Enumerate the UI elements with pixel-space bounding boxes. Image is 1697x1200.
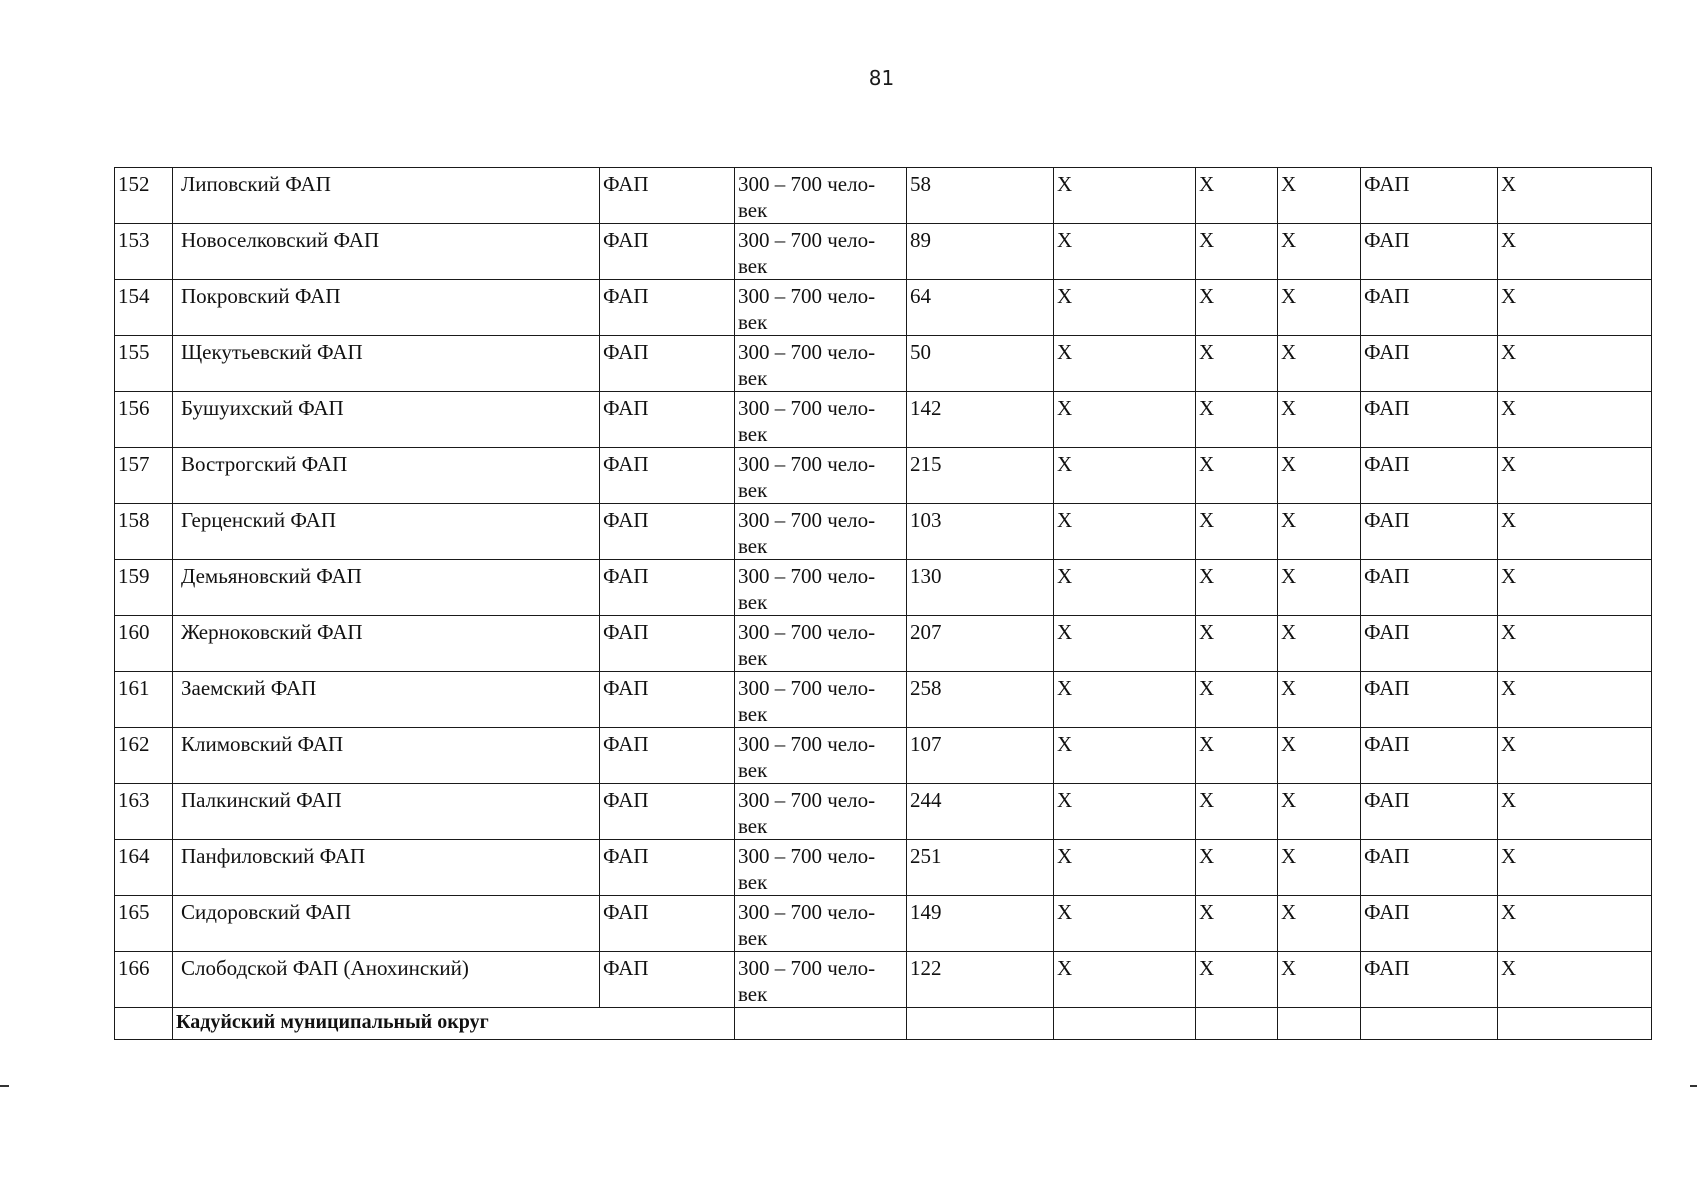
cell-mark: X — [1196, 896, 1278, 952]
cell-mark: X — [1278, 560, 1361, 616]
cell-population — [735, 728, 907, 784]
page-number: 81 — [868, 66, 895, 90]
scan-mark-left — [0, 1085, 9, 1087]
cell-name: Герценский ФАП — [173, 504, 600, 560]
table-row — [115, 336, 1652, 392]
table-row — [115, 728, 1652, 784]
table-row — [115, 784, 1652, 840]
cell-name: Слободской ФАП (Анохинский) — [173, 952, 600, 1008]
cell-facility-type: ФАП — [1361, 840, 1498, 896]
population-line: 300 – 700 чело- — [738, 844, 876, 868]
cell-mark: X — [1498, 448, 1652, 504]
cell-num: 159 — [115, 560, 173, 616]
cell-type: ФАП — [600, 840, 735, 896]
cell-population — [735, 336, 907, 392]
cell-count: 58 — [907, 168, 1054, 224]
cell-num: 166 — [115, 952, 173, 1008]
cell-mark: X — [1498, 952, 1652, 1008]
cell-type: ФАП — [600, 784, 735, 840]
cell-facility-type: ФАП — [1361, 280, 1498, 336]
cell-type: ФАП — [600, 504, 735, 560]
facilities-table — [114, 167, 1652, 1040]
population-line: 300 – 700 чело- — [738, 228, 876, 252]
cell-mark: X — [1196, 952, 1278, 1008]
cell-facility-type: ФАП — [1361, 392, 1498, 448]
population-line: 300 – 700 чело- — [738, 340, 876, 364]
cell-population — [735, 784, 907, 840]
cell-count: 50 — [907, 336, 1054, 392]
cell-mark: X — [1278, 896, 1361, 952]
cell-type: ФАП — [600, 168, 735, 224]
population-line: век — [738, 478, 768, 502]
table-row — [115, 392, 1652, 448]
cell-mark: X — [1278, 392, 1361, 448]
cell-num: 161 — [115, 672, 173, 728]
population-line: век — [738, 422, 768, 446]
cell-type: ФАП — [600, 896, 735, 952]
cell-mark: X — [1278, 616, 1361, 672]
scan-mark-right — [1690, 1085, 1697, 1087]
cell-name: Панфиловский ФАП — [173, 840, 600, 896]
cell-mark: X — [1498, 168, 1652, 224]
population-line: 300 – 700 чело- — [738, 508, 876, 532]
cell-count: 64 — [907, 280, 1054, 336]
cell-facility-type: ФАП — [1361, 728, 1498, 784]
cell-mark: X — [1054, 336, 1196, 392]
district-row-empty-cell — [907, 1008, 1054, 1040]
cell-population — [735, 672, 907, 728]
cell-mark: X — [1196, 616, 1278, 672]
cell-name: Липовский ФАП — [173, 168, 600, 224]
cell-name: Новоселковский ФАП — [173, 224, 600, 280]
cell-mark: X — [1278, 504, 1361, 560]
cell-mark: X — [1196, 280, 1278, 336]
cell-mark: X — [1498, 616, 1652, 672]
table-row — [115, 840, 1652, 896]
cell-num: 163 — [115, 784, 173, 840]
cell-mark: X — [1278, 168, 1361, 224]
cell-type: ФАП — [600, 952, 735, 1008]
cell-facility-type: ФАП — [1361, 952, 1498, 1008]
cell-num: 155 — [115, 336, 173, 392]
cell-mark: X — [1498, 896, 1652, 952]
cell-count: 122 — [907, 952, 1054, 1008]
cell-num: 164 — [115, 840, 173, 896]
cell-population — [735, 896, 907, 952]
population-line: век — [738, 198, 768, 222]
district-row-empty-cell — [1054, 1008, 1196, 1040]
cell-type: ФАП — [600, 560, 735, 616]
population-line: 300 – 700 чело- — [738, 172, 876, 196]
population-line: век — [738, 366, 768, 390]
cell-mark: X — [1498, 840, 1652, 896]
cell-population — [735, 560, 907, 616]
cell-facility-type: ФАП — [1361, 560, 1498, 616]
cell-name: Климовский ФАП — [173, 728, 600, 784]
cell-mark: X — [1498, 728, 1652, 784]
cell-mark: X — [1498, 672, 1652, 728]
cell-population — [735, 168, 907, 224]
cell-mark: X — [1278, 224, 1361, 280]
cell-mark: X — [1498, 336, 1652, 392]
cell-mark: X — [1054, 616, 1196, 672]
district-row-num — [115, 1008, 173, 1040]
cell-facility-type: ФАП — [1361, 224, 1498, 280]
cell-mark: X — [1196, 504, 1278, 560]
cell-mark: X — [1054, 840, 1196, 896]
cell-name: Заемский ФАП — [173, 672, 600, 728]
cell-mark: X — [1196, 448, 1278, 504]
cell-count: 149 — [907, 896, 1054, 952]
population-line: 300 – 700 чело- — [738, 284, 876, 308]
table-row — [115, 672, 1652, 728]
cell-count: 215 — [907, 448, 1054, 504]
table-row — [115, 224, 1652, 280]
cell-mark: X — [1054, 672, 1196, 728]
cell-mark: X — [1196, 560, 1278, 616]
population-line: век — [738, 926, 768, 950]
cell-facility-type: ФАП — [1361, 672, 1498, 728]
cell-mark: X — [1196, 392, 1278, 448]
cell-type: ФАП — [600, 336, 735, 392]
cell-count: 89 — [907, 224, 1054, 280]
cell-type: ФАП — [600, 672, 735, 728]
cell-count: 130 — [907, 560, 1054, 616]
cell-name: Демьяновский ФАП — [173, 560, 600, 616]
district-row-empty-cell — [735, 1008, 907, 1040]
cell-mark: X — [1054, 560, 1196, 616]
cell-count: 258 — [907, 672, 1054, 728]
district-row-empty-cell — [1498, 1008, 1652, 1040]
population-line: век — [738, 590, 768, 614]
cell-mark: X — [1196, 672, 1278, 728]
cell-num: 158 — [115, 504, 173, 560]
population-line: век — [738, 758, 768, 782]
cell-mark: X — [1278, 280, 1361, 336]
cell-num: 156 — [115, 392, 173, 448]
population-line: век — [738, 982, 768, 1006]
population-line: 300 – 700 чело- — [738, 956, 876, 980]
population-line: век — [738, 870, 768, 894]
cell-type: ФАП — [600, 224, 735, 280]
cell-population — [735, 840, 907, 896]
population-line: 300 – 700 чело- — [738, 732, 876, 756]
cell-type: ФАП — [600, 280, 735, 336]
cell-mark: X — [1196, 784, 1278, 840]
population-line: 300 – 700 чело- — [738, 676, 876, 700]
population-line: век — [738, 702, 768, 726]
cell-mark: X — [1278, 672, 1361, 728]
cell-mark: X — [1054, 392, 1196, 448]
cell-mark: X — [1054, 896, 1196, 952]
cell-name: Покровский ФАП — [173, 280, 600, 336]
cell-mark: X — [1054, 448, 1196, 504]
table-row — [115, 168, 1652, 224]
cell-population — [735, 224, 907, 280]
cell-count: 103 — [907, 504, 1054, 560]
cell-population — [735, 504, 907, 560]
cell-count: 142 — [907, 392, 1054, 448]
cell-mark: X — [1054, 224, 1196, 280]
cell-mark: X — [1498, 280, 1652, 336]
population-line: 300 – 700 чело- — [738, 788, 876, 812]
cell-mark: X — [1054, 168, 1196, 224]
district-row-empty-cell — [1361, 1008, 1498, 1040]
cell-count: 244 — [907, 784, 1054, 840]
cell-count: 251 — [907, 840, 1054, 896]
district-row-empty-cell — [1196, 1008, 1278, 1040]
district-row-empty-cell — [1278, 1008, 1361, 1040]
cell-mark: X — [1054, 728, 1196, 784]
cell-population — [735, 616, 907, 672]
population-line: век — [738, 254, 768, 278]
population-line: 300 – 700 чело- — [738, 452, 876, 476]
table-body — [115, 168, 1652, 1040]
cell-mark: X — [1278, 784, 1361, 840]
cell-name: Щекутьевский ФАП — [173, 336, 600, 392]
cell-mark: X — [1196, 840, 1278, 896]
cell-type: ФАП — [600, 616, 735, 672]
cell-name: Палкинский ФАП — [173, 784, 600, 840]
population-line: 300 – 700 чело- — [738, 564, 876, 588]
table-row — [115, 616, 1652, 672]
cell-type: ФАП — [600, 728, 735, 784]
cell-mark: X — [1196, 168, 1278, 224]
cell-mark: X — [1498, 224, 1652, 280]
cell-population — [735, 280, 907, 336]
cell-num: 157 — [115, 448, 173, 504]
cell-num: 160 — [115, 616, 173, 672]
cell-facility-type: ФАП — [1361, 168, 1498, 224]
table-row — [115, 952, 1652, 1008]
cell-mark: X — [1498, 392, 1652, 448]
cell-num: 153 — [115, 224, 173, 280]
population-line: 300 – 700 чело- — [738, 900, 876, 924]
cell-mark: X — [1196, 224, 1278, 280]
cell-mark: X — [1278, 840, 1361, 896]
cell-type: ФАП — [600, 448, 735, 504]
table-row — [115, 560, 1652, 616]
cell-num: 162 — [115, 728, 173, 784]
table-row — [115, 504, 1652, 560]
cell-facility-type: ФАП — [1361, 616, 1498, 672]
district-name: Кадуйский муниципальный округ — [173, 1008, 735, 1040]
population-line: 300 – 700 чело- — [738, 396, 876, 420]
cell-mark: X — [1196, 728, 1278, 784]
table-row — [115, 280, 1652, 336]
cell-mark: X — [1278, 952, 1361, 1008]
cell-mark: X — [1278, 448, 1361, 504]
cell-mark: X — [1498, 560, 1652, 616]
cell-num: 154 — [115, 280, 173, 336]
cell-mark: X — [1054, 504, 1196, 560]
cell-mark: X — [1498, 784, 1652, 840]
cell-name: Бушуихский ФАП — [173, 392, 600, 448]
population-line: 300 – 700 чело- — [738, 620, 876, 644]
population-line: век — [738, 814, 768, 838]
cell-mark: X — [1196, 336, 1278, 392]
cell-num: 165 — [115, 896, 173, 952]
cell-num: 152 — [115, 168, 173, 224]
cell-count: 207 — [907, 616, 1054, 672]
cell-name: Жерноковский ФАП — [173, 616, 600, 672]
cell-population — [735, 392, 907, 448]
cell-facility-type: ФАП — [1361, 784, 1498, 840]
district-row — [115, 1008, 1652, 1040]
cell-count: 107 — [907, 728, 1054, 784]
population-line: век — [738, 646, 768, 670]
cell-mark: X — [1278, 336, 1361, 392]
cell-mark: X — [1054, 952, 1196, 1008]
cell-facility-type: ФАП — [1361, 336, 1498, 392]
cell-type: ФАП — [600, 392, 735, 448]
cell-population — [735, 952, 907, 1008]
population-line: век — [738, 310, 768, 334]
cell-facility-type: ФАП — [1361, 896, 1498, 952]
cell-name: Вострогский ФАП — [173, 448, 600, 504]
table-row — [115, 896, 1652, 952]
cell-population — [735, 448, 907, 504]
population-line: век — [738, 534, 768, 558]
cell-facility-type: ФАП — [1361, 504, 1498, 560]
cell-name: Сидоровский ФАП — [173, 896, 600, 952]
cell-facility-type: ФАП — [1361, 448, 1498, 504]
cell-mark: X — [1498, 504, 1652, 560]
table-row — [115, 448, 1652, 504]
cell-mark: X — [1054, 280, 1196, 336]
cell-mark: X — [1278, 728, 1361, 784]
cell-mark: X — [1054, 784, 1196, 840]
